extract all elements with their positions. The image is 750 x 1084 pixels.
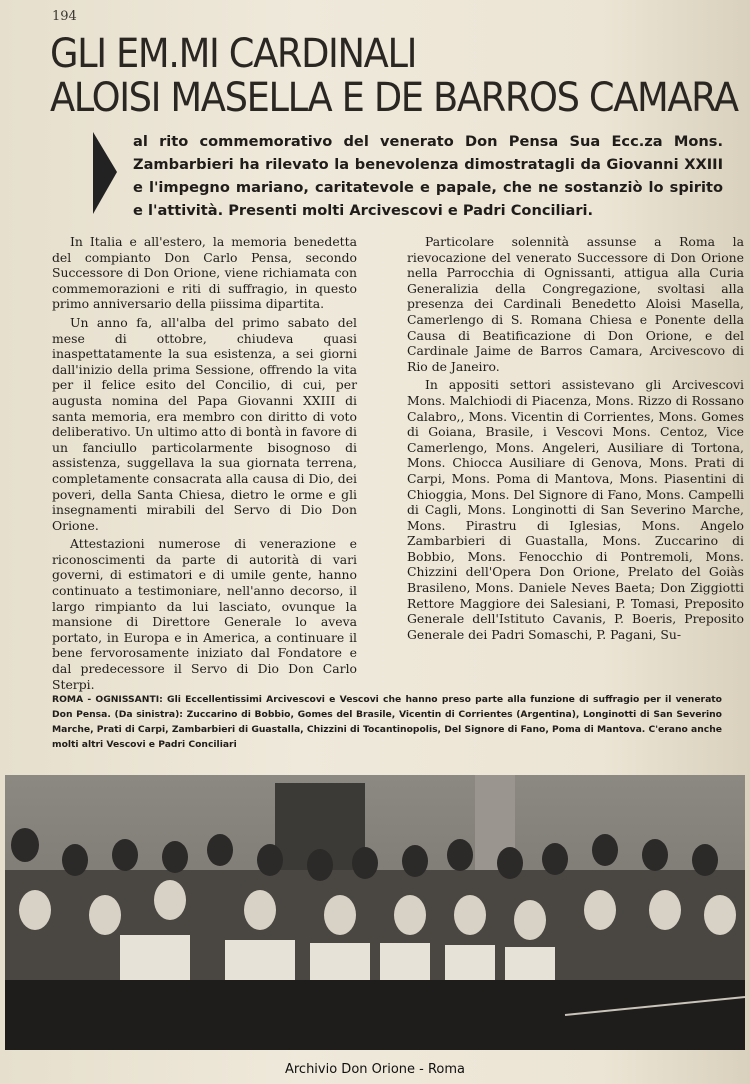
article-paragraph: Un anno fa, all'alba del primo sabato del mese di ottobre, chiudeva quasi inaspettatamente la sua esistenza, a sei giorni dall'inizio della prima Sessione, offrendo la vita per il felice esito del Concilio, di cui, per augusta nomina del Papa Giovanni XXIII di santa memoria, era membro con diritto di voto deliberativo. Un ultimo atto di bontà in favore di un fanciullo particolarmente bisognoso di assistenza, suggellava la sua giornata terrena, completamente consacrata alla causa di Dio, dei poveri, della Santa Chiesa, dietro le orme e gli insegnamenti mirabili del Servo di Dio Don Orione. xyxy=(52,314,357,533)
lead-paragraph: al rito commemorativo del venerato Don Pensa Sua Ecc.za Mons. Zambarbieri ha rilevato la benevolenza dimostratagli da Giovanni XXIII e l'impegno mariano, caritatevole e papale, che ne sostanziò lo spirito e l'attività. Presenti molti Arcivescovi e Padri Conciliari. xyxy=(133,133,723,219)
archive-footer: Archivio Don Orione - Roma xyxy=(284,1062,466,1077)
article-paragraph: Particolare solennità assunse a Roma la rievocazione del venerato Successore di Don Orione nella Parrocchia di Ognissanti, attigua alla Curia Generalizia della Congregazione, svoltasi alla presenza dei Cardinali Benedetto Aloisi Masella, Camerlengo di S. Romana Chiesa e Ponente della Causa di Beatificazione di Don Orione, e del Cardinale Jaime de Barros Camara, Arcivescovo di Rio de Janeiro. xyxy=(407,234,744,374)
article-paragraph: Attestazioni numerose di venerazione e riconoscimenti da parte di autorità di vari governi, di estimatori e di umile gente, hanno continuato a testimoniare, nell'anno decorso, il largo rimpianto da lui lasciato, ovunque la mansione di Direttore Generale lo aveva portato, in Europa e in America, a continuare il bene fervorosamente iniziato dal Fondatore e dal predecessore il Servo di Dio Don Carlo Sterpi. xyxy=(52,536,357,692)
title-line-2: ALOISI MASELLA E DE BARROS CAMARA xyxy=(50,75,738,121)
article-paragraph: In Italia e all'estero, la memoria benedetta del compianto Don Carlo Pensa, secondo Successore di Don Orione, viene richiamata con commemorazioni e riti di suffragio, in questo primo anniversario della piissima dipartita. xyxy=(52,234,357,312)
article-title xyxy=(50,31,738,121)
ceremony-photograph xyxy=(5,775,745,1050)
photo-illustration xyxy=(5,775,745,1050)
photo-caption: ROMA - OGNISSANTI: Gli Eccellentissimi Arcivescovi e Vescovi che hanno preso parte alla funzione di suffragio per il venerato Don Pensa. (Da sinistra): Zuccarino di Bobbio, Gomes del Brasile, Vicentin di Corrientes (Argentina), Longinotti di San Severino Marche, Prati di Carpi, Zambarbieri di Guastalla, Chizzini di Tocantinopolis, Del Signore di Fano, Poma di Mantova. C'erano anche molti altri Vescovi e Padri Conciliari xyxy=(52,694,722,750)
page-number: 194 xyxy=(52,9,77,24)
article-column-right xyxy=(407,234,744,645)
article-paragraph: In appositi settori assistevano gli Arcivescovi Mons. Malchiodi di Piacenza, Mons. Rizzo di Rossano Calabro,, Mons. Vicentin di Corrientes, Mons. Gomes di Goiana, Brasile, i Vescovi Mons. Centoz, Vice Camerlengo, Mons. Angeleri, Ausiliare di Tortona, Mons. Chiocca Ausiliare di Genova, Mons. Prati di Carpi, Mons. Poma di Mantova, Mons. Piasentini di Chioggia, Mons. Del Signore di Fano, Mons. Campelli di Cagli, Mons. Longinotti di San Severino Marche, Mons. Pirastru di Iglesias, Mons. Angelo Zambarbieri di Guastalla, Mons. Zuccarino di Bobbio, Mons. Fenocchio di Pontremoli, Mons. Chizzini dell'Opera Don Orione, Prelato del Goiàs Brasileno, Mons. Daniele Neves Baeta; Don Ziggiotti Rettore Maggiore dei Salesiani, P. Tomasi, Preposito Generale dell'Istituto Cavanis, P. Boeris, Preposito Generale dei Padri Somaschi, P. Pagani, Su- xyxy=(407,377,744,642)
title-line-1: GLI EM.MI CARDINALI xyxy=(50,31,417,77)
article-column-left xyxy=(52,234,357,695)
arrow-marker-icon xyxy=(93,132,117,214)
